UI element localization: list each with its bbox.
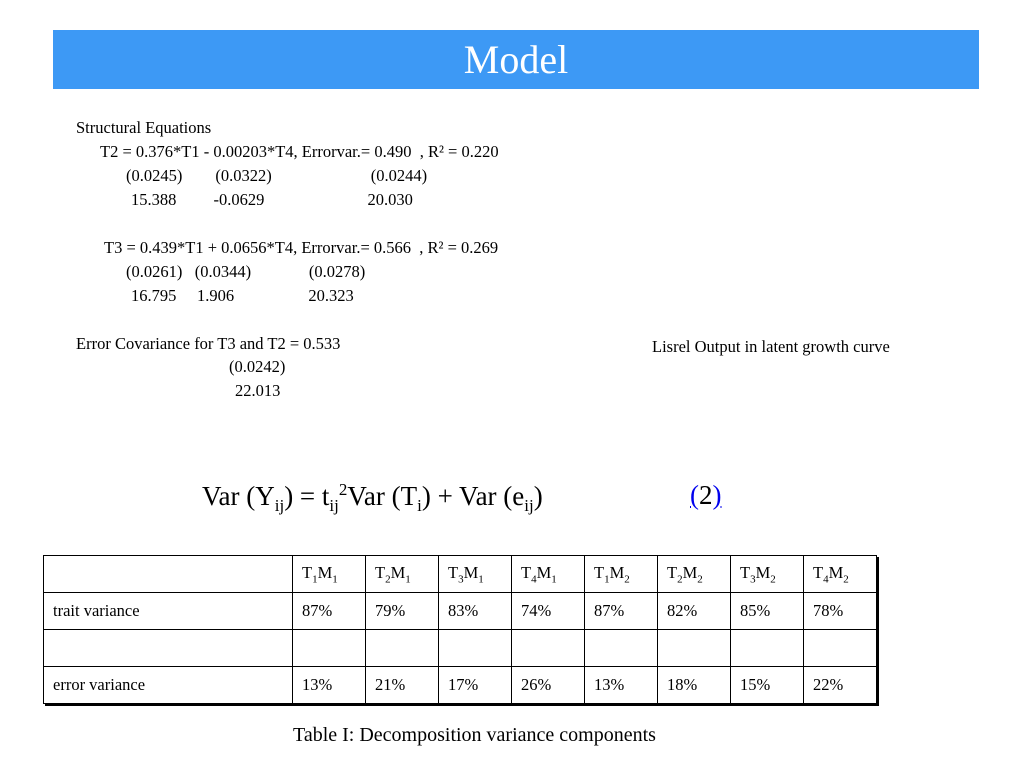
- table-caption: Table I: Decomposition variance components: [293, 724, 656, 746]
- table-cell: [658, 630, 731, 667]
- table-cell: 17%: [439, 667, 512, 704]
- variance-formula: Var $(Y_{ij}) = t_{ij}^2Var$ $(T_i)$ + Var $(e_{ij})$: [202, 480, 543, 515]
- table-cell: 85%: [731, 593, 804, 630]
- row-label: trait variance: [44, 593, 293, 630]
- t3-equation: T3 = 0.439*T1 + 0.0656*T4, Errorvar.= 0.566 , R² = 0.269: [104, 238, 499, 257]
- table-cell: 79%: [366, 593, 439, 630]
- error-covariance-se: (0.0242): [229, 357, 286, 376]
- column-header: $T_4M_2$: [804, 556, 877, 593]
- table-header-row: [44, 556, 877, 593]
- table-cell: [439, 630, 512, 667]
- table-cell: [293, 630, 366, 667]
- column-header: $T_1M_1$: [293, 556, 366, 593]
- error-covariance: Error Covariance for T3 and T2 = 0.533: [76, 334, 341, 353]
- equation-ref-close-link[interactable]: ): [712, 480, 722, 510]
- table-row: [44, 667, 877, 704]
- table-cell: [804, 630, 877, 667]
- structural-heading: Structural Equations: [76, 118, 212, 137]
- equation-ref-open-link[interactable]: (: [690, 480, 699, 510]
- table-cell: 82%: [658, 593, 731, 630]
- title-bar: [53, 30, 979, 89]
- table-cell: 26%: [512, 667, 585, 704]
- table-cell: 18%: [658, 667, 731, 704]
- table-cell: [366, 630, 439, 667]
- t3-t-values: 16.795 1.906 20.323: [131, 286, 354, 305]
- table-cell: 83%: [439, 593, 512, 630]
- page-title: Model: [463, 37, 569, 82]
- equation-number: (2): [690, 480, 722, 510]
- lisrel-caption: Lisrel Output in latent growth curve: [652, 337, 890, 356]
- table-cell: 74%: [512, 593, 585, 630]
- table-cell: [585, 630, 658, 667]
- t3-standard-errors: (0.0261) (0.0344) (0.0278): [126, 262, 366, 281]
- table-row: [44, 630, 877, 667]
- column-header: $T_1M_2$: [585, 556, 658, 593]
- table-cell: 13%: [293, 667, 366, 704]
- table-cell: 87%: [585, 593, 658, 630]
- column-header: $T_4M_1$: [512, 556, 585, 593]
- t2-equation: T2 = 0.376*T1 - 0.00203*T4, Errorvar.= 0.490 , R² = 0.220: [100, 142, 499, 161]
- column-header: $T_3M_1$: [439, 556, 512, 593]
- table-cell: [512, 630, 585, 667]
- column-header: $T_2M_2$: [658, 556, 731, 593]
- variance-table: [43, 555, 877, 704]
- column-header: $T_3M_2$: [731, 556, 804, 593]
- t2-t-values: 15.388 -0.0629 20.030: [131, 190, 413, 209]
- table-cell: 78%: [804, 593, 877, 630]
- t2-standard-errors: (0.0245) (0.0322) (0.0244): [126, 166, 428, 185]
- table-cell: [731, 630, 804, 667]
- table-cell: 87%: [293, 593, 366, 630]
- table-cell: 21%: [366, 667, 439, 704]
- table-cell: 13%: [585, 667, 658, 704]
- row-label: [44, 630, 293, 667]
- table-row: [44, 593, 877, 630]
- header-blank-cell: [44, 556, 293, 593]
- error-covariance-t: 22.013: [235, 381, 281, 400]
- table-cell: 15%: [731, 667, 804, 704]
- table-cell: 22%: [804, 667, 877, 704]
- row-label: error variance: [44, 667, 293, 704]
- column-header: $T_2M_1$: [366, 556, 439, 593]
